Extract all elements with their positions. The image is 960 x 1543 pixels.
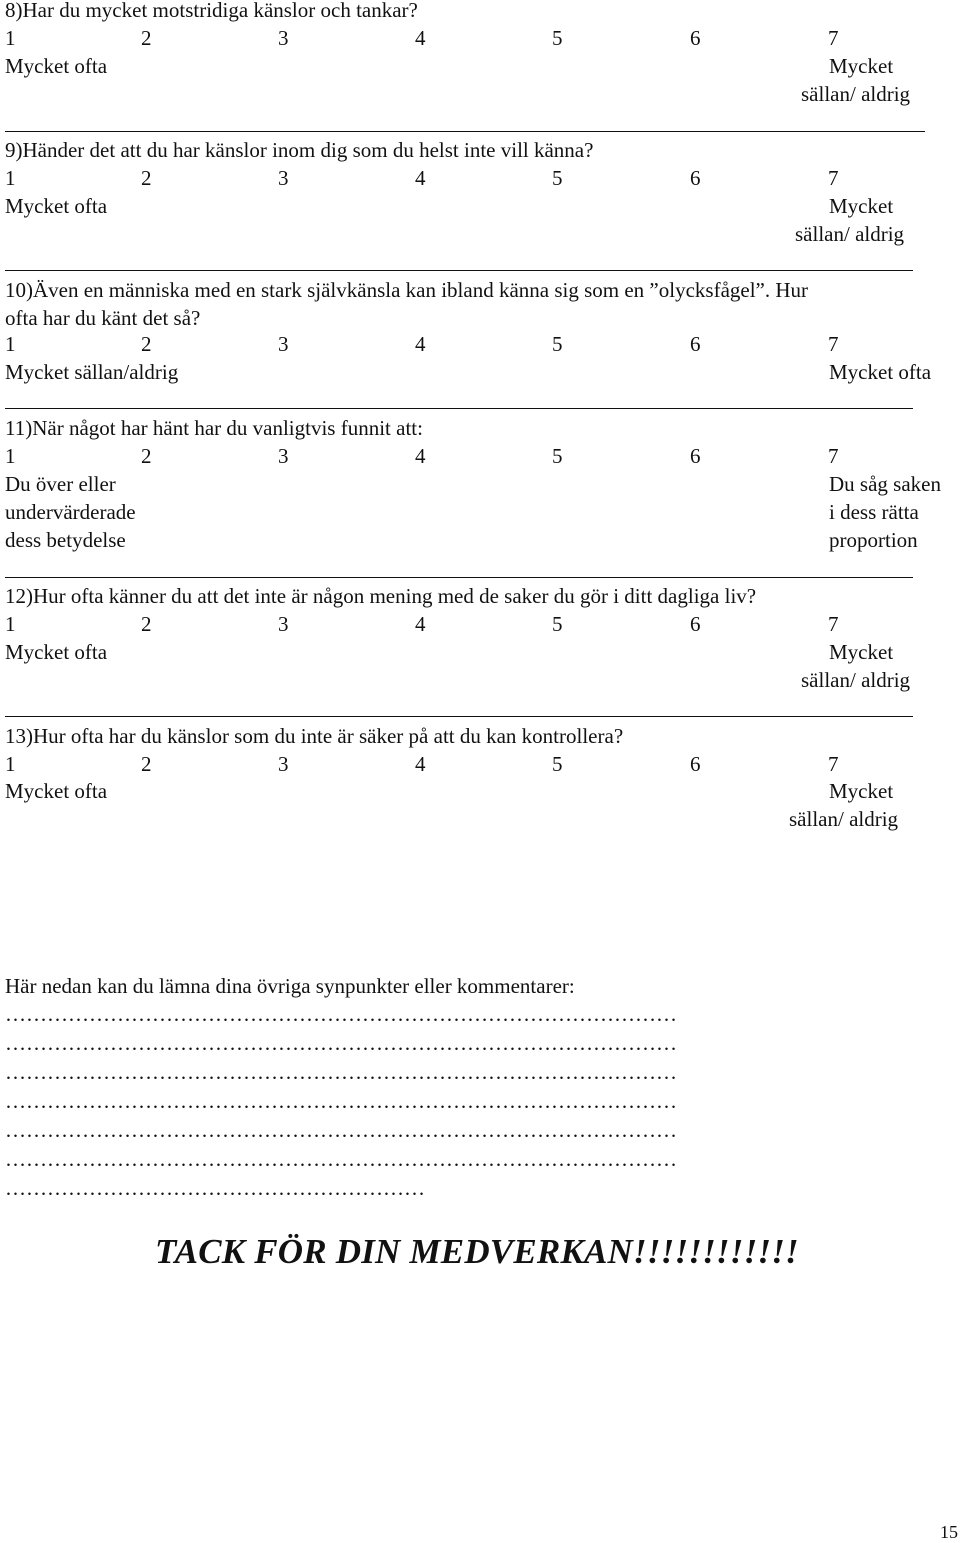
scale-5[interactable]: 5: [552, 612, 563, 636]
right-anchor-label-line2: sällan/ aldrig: [795, 222, 905, 246]
right-anchor-label-line3: proportion: [829, 528, 918, 552]
right-anchor-label: Mycket: [829, 54, 894, 78]
comment-line[interactable]: ……………………………………………………………………………………: [5, 1031, 677, 1055]
scale-7[interactable]: 7: [828, 166, 839, 190]
question-9-text: 9)Händer det att du har känslor inom dig som du helst inte vill känna?: [5, 138, 594, 162]
right-anchor-label-line2: i dess rätta: [829, 500, 919, 524]
divider-line: [5, 270, 913, 271]
left-anchor-label: Mycket ofta: [5, 779, 108, 803]
right-anchor-label: Mycket: [829, 194, 894, 218]
scale-6[interactable]: 6: [690, 612, 701, 636]
question-10-text: 10)Även en människa med en stark självkänsla kan ibland känna sig som en ”olycksfågel”. Hur: [5, 278, 809, 302]
scale-5[interactable]: 5: [552, 332, 563, 356]
left-anchor-label: Mycket ofta: [5, 54, 108, 78]
scale-3[interactable]: 3: [278, 166, 289, 190]
divider-line: [5, 408, 913, 409]
left-anchor-label: Mycket ofta: [5, 640, 108, 664]
scale-1[interactable]: 1: [5, 166, 16, 190]
scale-4[interactable]: 4: [415, 752, 426, 776]
right-anchor-label: Mycket: [829, 779, 894, 803]
scale-3[interactable]: 3: [278, 332, 289, 356]
comment-line[interactable]: ……………………………………………………………………………………: [5, 1147, 677, 1171]
left-anchor-label: Mycket ofta: [5, 194, 108, 218]
right-anchor-label-line2: sällan/ aldrig: [789, 807, 899, 831]
scale-5[interactable]: 5: [552, 166, 563, 190]
right-anchor-label-line2: sällan/ aldrig: [801, 82, 911, 106]
scale-2[interactable]: 2: [141, 166, 152, 190]
scale-1[interactable]: 1: [5, 752, 16, 776]
scale-3[interactable]: 3: [278, 26, 289, 50]
scale-6[interactable]: 6: [690, 444, 701, 468]
question-11-text: 11)När något har hänt har du vanligtvis funnit att:: [5, 416, 423, 440]
right-anchor-label: Du såg saken: [829, 472, 941, 496]
question-12-text: 12)Hur ofta känner du att det inte är någon mening med de saker du gör i ditt dagliga liv?: [5, 584, 757, 608]
scale-4[interactable]: 4: [415, 332, 426, 356]
divider-line: [5, 131, 925, 132]
scale-2[interactable]: 2: [141, 332, 152, 356]
scale-6[interactable]: 6: [690, 166, 701, 190]
question-13-text: 13)Hur ofta har du känslor som du inte är säker på att du kan kontrollera?: [5, 724, 624, 748]
comment-line[interactable]: ……………………………………………………………………………………: [5, 1089, 677, 1113]
left-anchor-label-line3: dess betydelse: [5, 528, 126, 552]
question-8-text: 8)Har du mycket motstridiga känslor och tankar?: [5, 0, 418, 22]
right-anchor-label-line2: sällan/ aldrig: [801, 668, 911, 692]
scale-1[interactable]: 1: [5, 332, 16, 356]
scale-3[interactable]: 3: [278, 752, 289, 776]
left-anchor-label: Mycket sällan/aldrig: [5, 360, 179, 384]
left-anchor-label-line2: undervärderade: [5, 500, 136, 524]
scale-5[interactable]: 5: [552, 444, 563, 468]
question-10-text-line2: ofta har du känt det så?: [5, 306, 201, 330]
scale-5[interactable]: 5: [552, 752, 563, 776]
divider-line: [5, 716, 913, 717]
comment-line[interactable]: ……………………………………………………………………………………: [5, 1002, 677, 1026]
comments-prompt: Här nedan kan du lämna dina övriga synpunkter eller kommentarer:: [5, 974, 575, 998]
scale-2[interactable]: 2: [141, 26, 152, 50]
scale-3[interactable]: 3: [278, 612, 289, 636]
closing-thanks: TACK FÖR DIN MEDVERKAN!!!!!!!!!!!!: [155, 1232, 799, 1271]
scale-6[interactable]: 6: [690, 332, 701, 356]
right-anchor-label: Mycket ofta: [829, 360, 932, 384]
scale-2[interactable]: 2: [141, 612, 152, 636]
scale-6[interactable]: 6: [690, 752, 701, 776]
scale-7[interactable]: 7: [828, 612, 839, 636]
scale-4[interactable]: 4: [415, 612, 426, 636]
scale-7[interactable]: 7: [828, 444, 839, 468]
scale-7[interactable]: 7: [828, 26, 839, 50]
page-number: 15: [940, 1522, 958, 1542]
divider-line: [5, 577, 913, 578]
left-anchor-label: Du över eller: [5, 472, 116, 496]
comment-line[interactable]: ……………………………………………………………………………………: [5, 1118, 677, 1142]
right-anchor-label: Mycket: [829, 640, 894, 664]
scale-7[interactable]: 7: [828, 332, 839, 356]
scale-2[interactable]: 2: [141, 752, 152, 776]
scale-7[interactable]: 7: [828, 752, 839, 776]
scale-1[interactable]: 1: [5, 26, 16, 50]
scale-1[interactable]: 1: [5, 612, 16, 636]
scale-1[interactable]: 1: [5, 444, 16, 468]
scale-5[interactable]: 5: [552, 26, 563, 50]
comment-line[interactable]: ……………………………………………………………………………………: [5, 1060, 677, 1084]
scale-4[interactable]: 4: [415, 444, 426, 468]
comment-line[interactable]: ……………………………………………………: [5, 1176, 425, 1200]
scale-4[interactable]: 4: [415, 166, 426, 190]
scale-6[interactable]: 6: [690, 26, 701, 50]
scale-3[interactable]: 3: [278, 444, 289, 468]
scale-4[interactable]: 4: [415, 26, 426, 50]
scale-2[interactable]: 2: [141, 444, 152, 468]
